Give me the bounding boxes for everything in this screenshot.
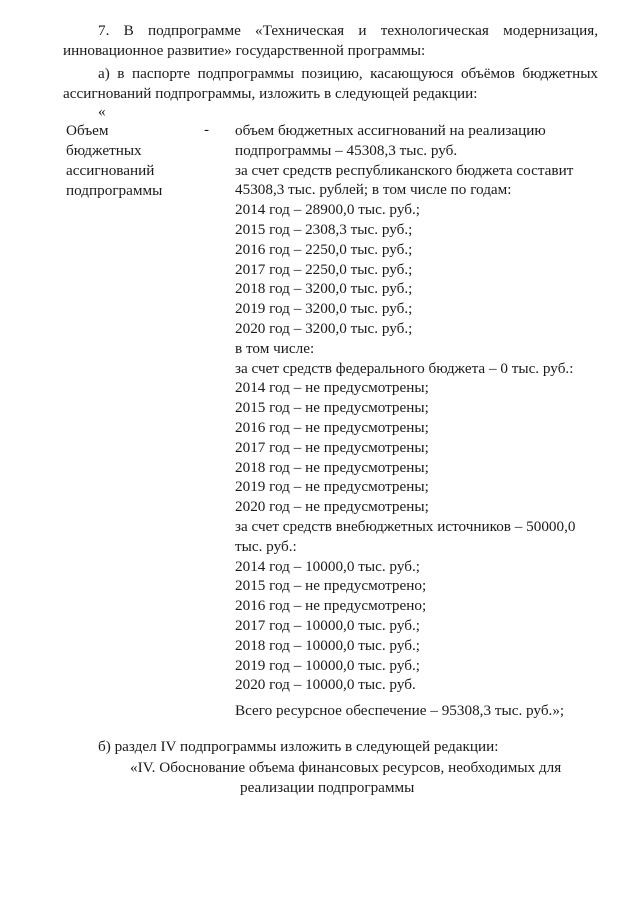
- left-label-line: бюджетных: [66, 142, 142, 159]
- quote-open-mark: «: [98, 103, 106, 120]
- budget-line: за счет средств федерального бюджета – 0 тыс. руб.:: [235, 359, 574, 377]
- left-label-line: ассигнований: [66, 162, 155, 179]
- budget-line: 2020 год – 3200,0 тыс. руб.;: [235, 319, 413, 337]
- budget-line: 2020 год – не предусмотрены;: [235, 498, 429, 516]
- budget-line: 2018 год – 10000,0 тыс. руб.;: [235, 636, 420, 654]
- budget-line: подпрограммы – 45308,3 тыс. руб.: [235, 141, 458, 159]
- budget-line: 2017 год – 10000,0 тыс. руб.;: [235, 616, 420, 634]
- total-line: Всего ресурсное обеспечение – 95308,3 тыс. руб.»;: [235, 702, 565, 720]
- budget-line: 2020 год – 10000,0 тыс. руб.: [235, 676, 416, 694]
- section-iv-heading-line-2: реализации подпрограммы: [240, 779, 415, 796]
- intro-line-3: а) в паспорте подпрограммы позицию, касающуюся объёмов бюджетных: [98, 65, 598, 82]
- left-label-line: подпрограммы: [66, 182, 163, 199]
- section-b-line: б) раздел IV подпрограммы изложить в следующей редакции:: [98, 738, 499, 755]
- budget-line: 2017 год – не предусмотрены;: [235, 438, 429, 456]
- budget-line: 2017 год – 2250,0 тыс. руб.;: [235, 260, 413, 278]
- budget-line: тыс. руб.:: [235, 537, 297, 555]
- budget-line: 2014 год – 28900,0 тыс. руб.;: [235, 201, 420, 219]
- budget-line: 2015 год – не предусмотрены;: [235, 399, 429, 417]
- left-label-line: Объем: [66, 122, 109, 139]
- budget-line: 2018 год – не предусмотрены;: [235, 458, 429, 476]
- budget-line: 2019 год – 3200,0 тыс. руб.;: [235, 300, 413, 318]
- budget-line: 2016 год – не предусмотрены;: [235, 418, 429, 436]
- budget-line: 2014 год – не предусмотрены;: [235, 379, 429, 397]
- budget-line: 2015 год – 2308,3 тыс. руб.;: [235, 220, 413, 238]
- table-right-column: [235, 121, 580, 721]
- budget-line: объем бюджетных ассигнований на реализацию: [235, 122, 546, 139]
- table-left-label: [66, 121, 162, 201]
- budget-line: в том числе:: [235, 339, 315, 357]
- budget-line: 45308,3 тыс. рублей; в том числе по годам:: [235, 181, 512, 199]
- intro-line-4: ассигнований подпрограммы, изложить в следующей редакции:: [63, 85, 478, 102]
- budget-line: 2018 год – 3200,0 тыс. руб.;: [235, 280, 413, 298]
- intro-line-2: инновационное развитие» государственной программы:: [63, 42, 426, 59]
- label-dash: -: [204, 121, 210, 138]
- budget-line: 2015 год – не предусмотрено;: [235, 577, 427, 595]
- budget-line: 2016 год – 2250,0 тыс. руб.;: [235, 240, 413, 258]
- budget-line: за счет средств внебюджетных источников – 50000,0: [235, 517, 576, 535]
- budget-line: 2016 год – не предусмотрено;: [235, 597, 427, 615]
- budget-line: за счет средств республиканского бюджета составит: [235, 161, 574, 179]
- budget-line: 2014 год – 10000,0 тыс. руб.;: [235, 557, 420, 575]
- budget-line: 2019 год – не предусмотрены;: [235, 478, 429, 496]
- section-iv-heading-line-1: «IV. Обоснование объема финансовых ресурсов, необходимых для: [130, 759, 562, 776]
- budget-line: 2019 год – 10000,0 тыс. руб.;: [235, 656, 420, 674]
- intro-line-1: 7. В подпрограмме «Техническая и технологическая модернизация,: [98, 22, 598, 39]
